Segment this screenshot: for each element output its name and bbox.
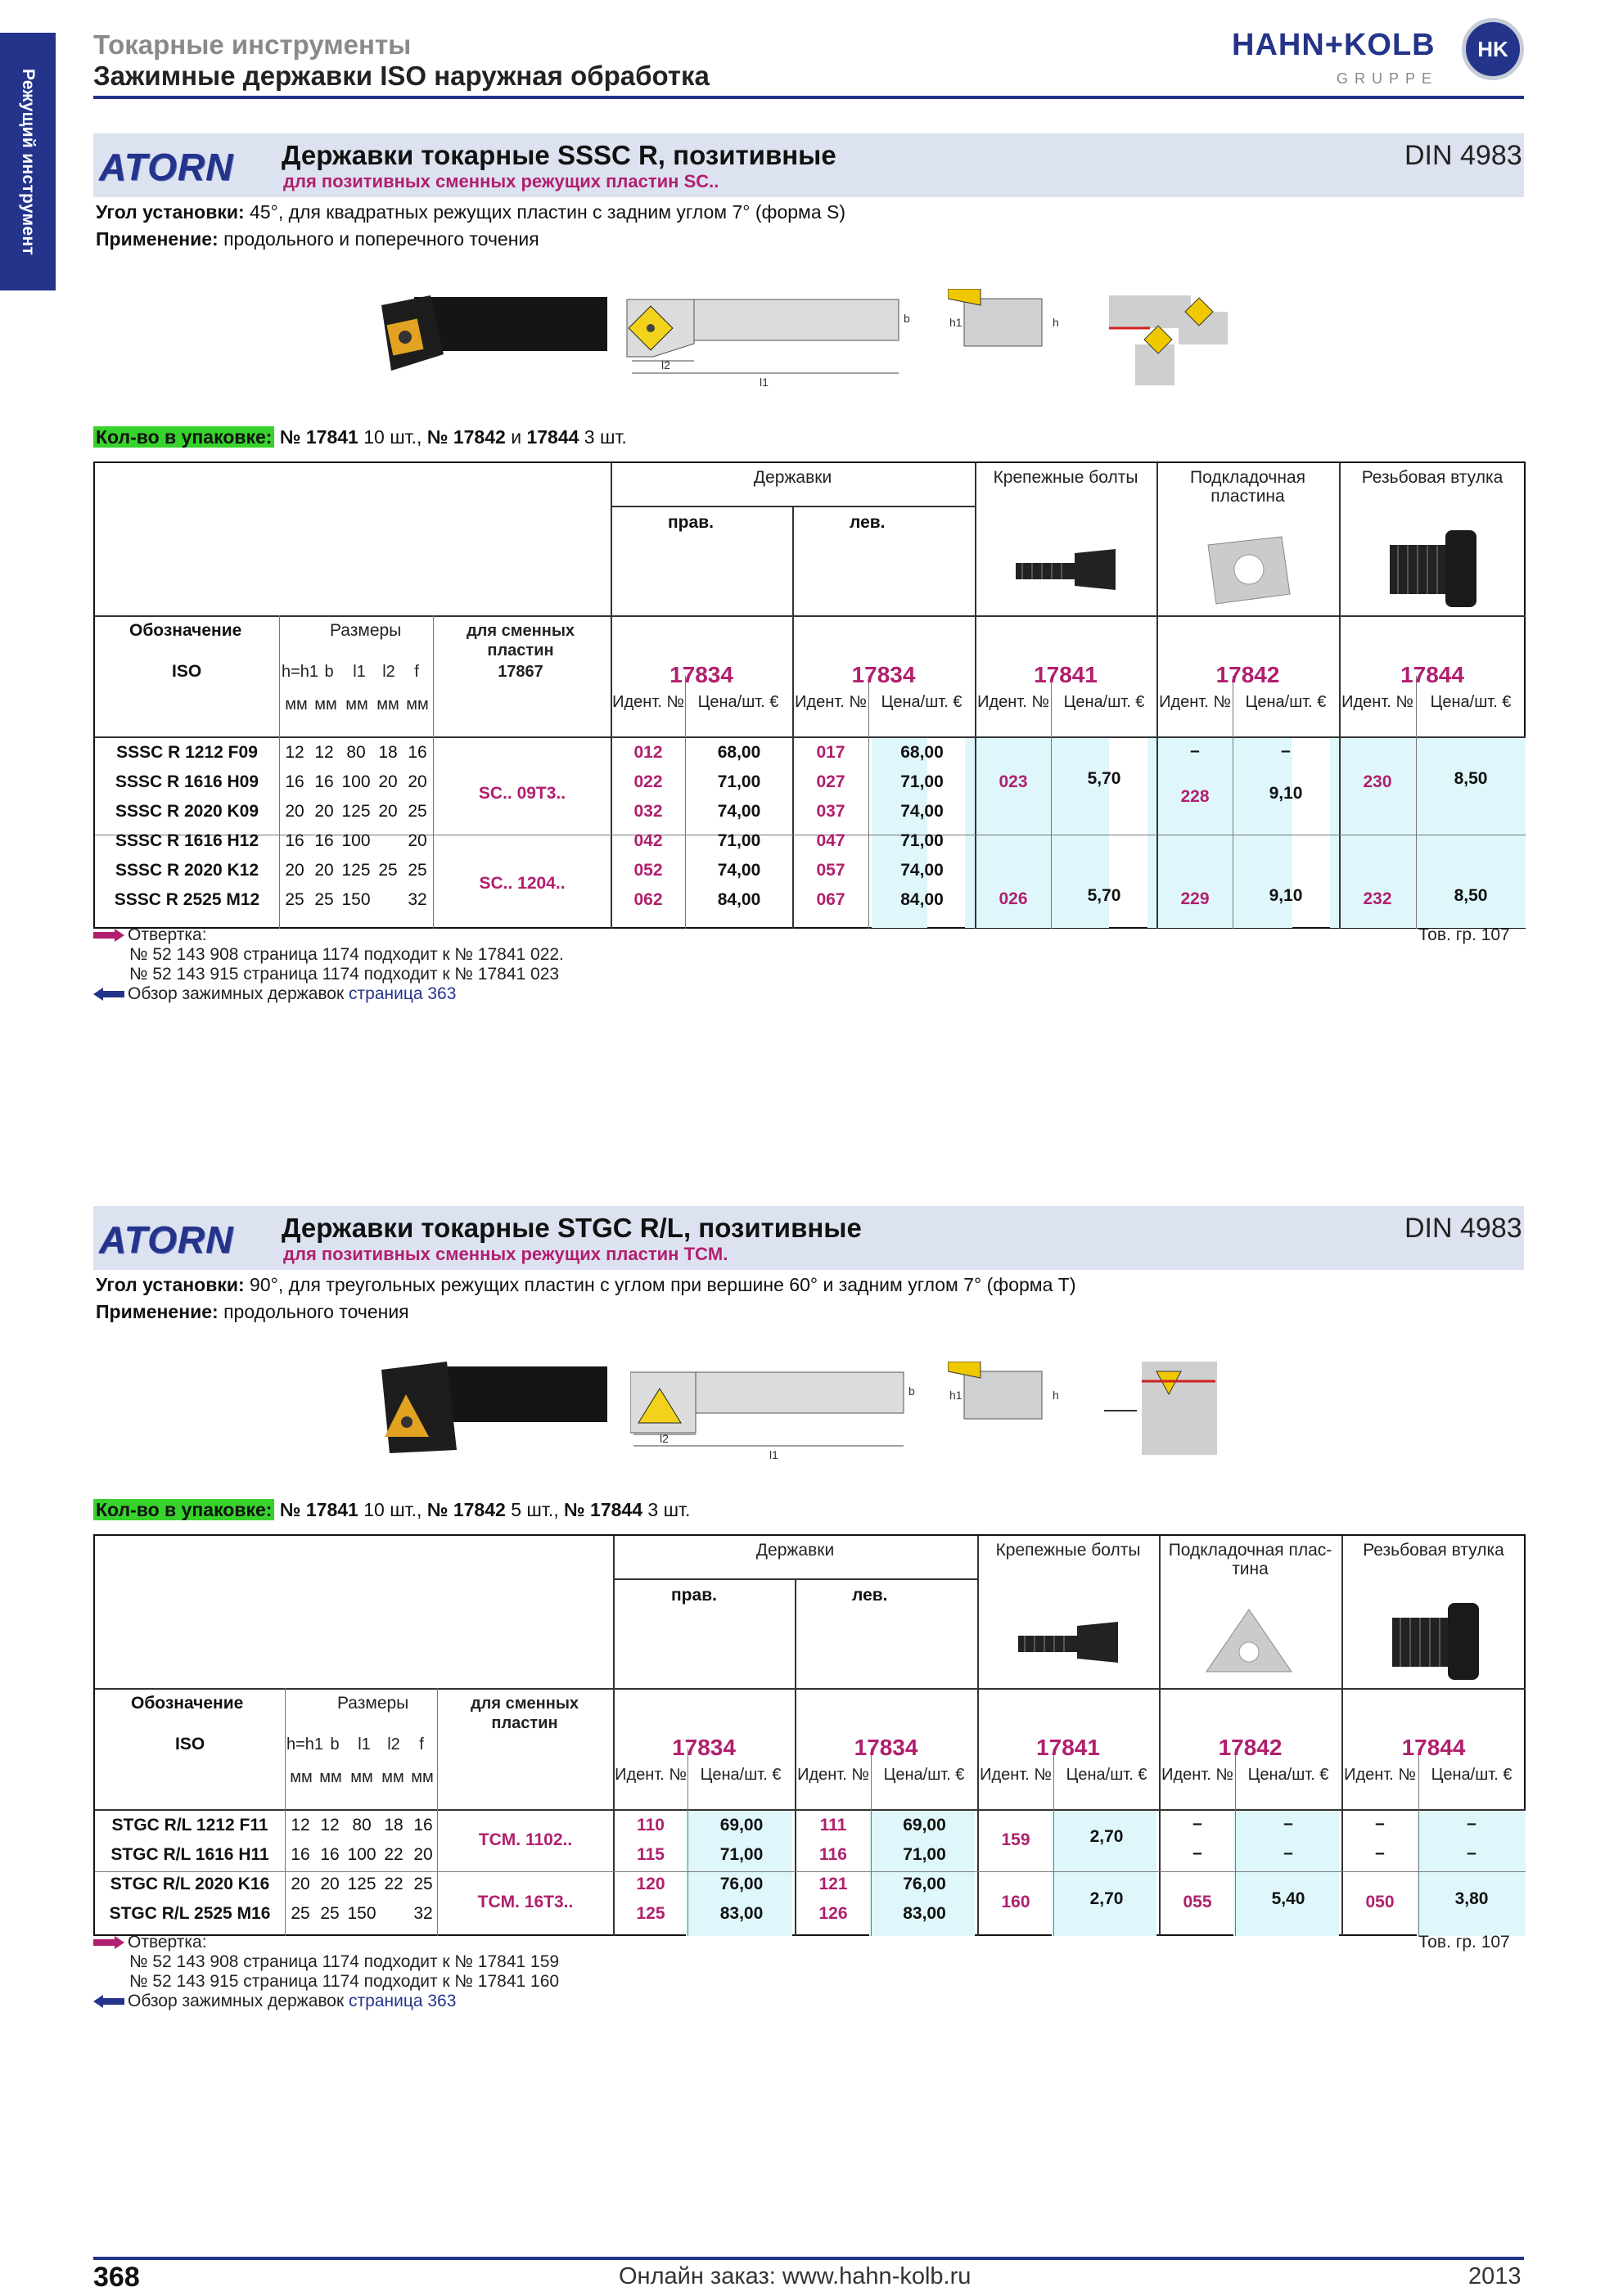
cell-b: 20 [314,802,334,821]
group-shim: Подкладочная пластина [1190,468,1305,506]
shim-ident: 055 [1183,1893,1212,1911]
left-hand-label: лев. [850,513,886,532]
screwdriver-note: Отвертка: № 52 143 908 страница 1174 подходит к № 17841 159 № 52 143 915 страница 1174 подходит к № 17841 160 Обзор зажимных державок страница 363 [93,1933,559,2011]
group-sleeve: Резьбовая втулка [1361,468,1504,487]
cell-lid: 017 [816,743,845,762]
sidebar-tab [0,33,56,290]
cell-l1: 100 [341,772,371,791]
ident-header: Идент. № [1161,1766,1233,1784]
product-group: Тов. гр. 107 [1418,925,1510,944]
holder-photo [381,289,611,387]
overview-link[interactable]: страница 363 [349,984,457,1003]
bolt-price: 5,70 [1087,886,1121,905]
cell-f: 32 [413,1904,433,1923]
article-number: 17844 [1401,1735,1466,1760]
ident-header: Идент. № [1341,693,1413,711]
cell-b: 16 [314,831,334,850]
svg-text:h: h [1053,316,1059,329]
sleeve-price: 8,50 [1454,769,1488,788]
cell-l2: 20 [378,772,398,791]
cell-f: 32 [408,890,427,909]
cell-l1: 125 [341,802,371,821]
cell-rid: 032 [633,802,663,821]
product-group: Тов. гр. 107 [1418,1933,1510,1952]
cell-rid: 110 [637,1816,665,1835]
svg-text:h: h [1053,1389,1059,1402]
cell-lp: 71,00 [900,831,944,850]
unit-mm: мм [376,696,399,714]
cell-f: 25 [408,861,427,880]
cell-l2 [373,885,403,915]
holder-section-drawing [948,289,1071,354]
cell-h: 12 [285,743,304,762]
designation-header: Обозначение [131,1694,244,1713]
angle-line: Угол установки: 45°, для квадратных режущих пластин с задним углом 7° (форма S) [96,201,846,223]
ident-header: Идент. № [1344,1766,1416,1784]
cell-f: 20 [413,1845,433,1864]
dim-h: h=h1 [282,663,319,681]
cell-f: 25 [408,802,427,821]
shim-price: – [1283,1844,1293,1862]
cell-l2: 18 [384,1816,403,1835]
cell-lid: 037 [816,802,845,821]
holder-drawing [620,283,915,394]
price-header: Цена/шт. € [1247,1766,1329,1784]
unit-mm: мм [345,696,368,714]
cell-iso: STGC R/L 1616 H11 [110,1845,269,1864]
cell-iso: SSSC R 1616 H09 [115,772,259,791]
dim-l1: l1 [353,663,366,681]
cell-l2 [373,826,403,856]
sleeve-price: 8,50 [1454,886,1488,905]
cell-rp: 68,00 [717,743,761,762]
din-standard: DIN 4983 [1404,140,1522,171]
unit-mm: мм [411,1768,434,1786]
svg-text:b: b [904,312,910,325]
cell-iso: SSSC R 1212 F09 [116,743,258,762]
article-number: 17841 [1036,1735,1100,1760]
cell-b: 20 [314,861,334,880]
section-subtitle: для позитивных сменных режущих пластин TCM. [283,1244,728,1264]
arrow-right-icon [93,929,124,942]
application-drawing [1101,1362,1224,1460]
online-order: Онлайн заказ: www.hahn-kolb.ru [619,2263,972,2289]
section-title: Державки токарные SSSC R, позитивные [282,140,836,170]
table-row [95,826,1524,856]
svg-text:l1: l1 [760,376,769,389]
shim-price: 9,10 [1269,784,1303,803]
brand-emblem-icon: HK [1462,18,1524,80]
cell-b: 12 [320,1816,340,1835]
arrow-left-icon [93,988,124,1001]
unit-mm: мм [406,696,429,714]
cell-rid: 012 [633,743,663,762]
cell-h: 16 [291,1845,310,1864]
cell-rid: 125 [636,1904,665,1923]
cell-lp: 71,00 [903,1845,946,1864]
cell-l2: 25 [378,861,398,880]
cell-l2: 22 [384,1845,403,1864]
cell-h: 16 [285,772,304,791]
article-number: 17834 [672,1735,736,1760]
article-number: 17842 [1218,1735,1283,1760]
cell-lid: 121 [818,1875,848,1893]
cell-rp: 74,00 [717,861,761,880]
shim-price: – [1281,741,1291,760]
threaded-sleeve-icon [1384,1600,1490,1681]
unit-mm: мм [285,696,308,714]
price-header: Цена/шт. € [700,1766,782,1784]
cell-rp: 76,00 [719,1875,764,1893]
sleeve-ident: – [1375,1814,1385,1833]
article-number: 17834 [854,1735,918,1760]
group-bolts: Крепежные болты [995,1541,1141,1560]
unit-mm: мм [381,1768,404,1786]
bolt-icon [1009,545,1124,602]
inserts-article: 17867 [498,663,543,681]
footer-divider [93,2257,1524,2260]
insert-type: SC.. 09T3.. [478,784,566,803]
holder-section-drawing [948,1362,1071,1427]
sleeve-ident: – [1375,1844,1385,1862]
shim-ident: – [1192,1814,1202,1833]
price-header: Цена/шт. € [881,693,963,711]
bolt-price: 2,70 [1089,1889,1124,1908]
cell-lp: 76,00 [903,1875,946,1893]
ident-header: Идент. № [795,693,867,711]
arrow-right-icon [93,1936,124,1949]
article-number: 17842 [1215,662,1280,687]
dim-l1: l1 [358,1736,371,1754]
cell-lid: 047 [816,831,845,850]
bolt-price: 2,70 [1089,1827,1124,1846]
application-drawing [1101,279,1240,394]
article-number: 17841 [1034,662,1098,687]
article-number: 17834 [669,662,733,687]
cell-lp: 74,00 [900,802,944,821]
cell-f: 20 [408,831,427,850]
cell-lid: 116 [819,1845,847,1864]
shim-ident: 228 [1180,787,1210,806]
price-header: Цена/шт. € [1431,1766,1513,1784]
cell-rid: 120 [636,1875,665,1893]
page-title: Зажимные державки ISO наружная обработка [93,61,710,91]
price-header: Цена/шт. € [1245,693,1327,711]
cell-lid: 067 [816,890,845,909]
group-shim: Подкладочная плас-тина [1168,1541,1332,1578]
designation-header: Обозначение [129,621,242,640]
cell-iso: STGC R/L 1212 F11 [111,1816,268,1835]
section-subtitle: для позитивных сменных режущих пластин SC.. [283,171,719,191]
cell-l1: 150 [341,890,371,909]
cell-l1: 80 [346,743,366,762]
group-holders: Державки [753,468,832,487]
cell-rp: 71,00 [719,1845,764,1864]
cell-iso: STGC R/L 2525 M16 [109,1904,271,1923]
cell-rid: 042 [633,831,663,850]
article-number: 17834 [851,662,916,687]
cell-iso: SSSC R 1616 H12 [115,831,259,850]
cell-b: 16 [314,772,334,791]
cell-rid: 022 [633,772,663,791]
cell-h: 25 [291,1904,310,1923]
inserts-header: для сменных пластин [470,1695,579,1732]
angle-line: Угол установки: 90°, для треугольных режущих пластин с углом при вершине 60° и задним углом 7° (форма T) [96,1274,1076,1295]
cell-l1: 100 [347,1845,376,1864]
group-sleeve: Резьбовая втулка [1363,1541,1504,1560]
insert-type: TCM. 1102.. [478,1830,573,1849]
triangular-shim-icon [1200,1601,1298,1683]
arrow-left-icon [93,1995,124,2008]
cell-lid: 057 [816,861,845,880]
cell-rp: 71,00 [717,831,761,850]
cell-b: 20 [320,1875,340,1893]
price-header: Цена/шт. € [1066,1766,1147,1784]
cell-iso: SSSC R 2020 K09 [115,802,259,821]
cell-f: 16 [413,1816,433,1835]
cell-b: 25 [320,1904,340,1923]
unit-mm: мм [290,1768,313,1786]
atorn-logo: ATORN [99,1218,234,1261]
shim-price: 9,10 [1269,886,1303,905]
right-hand-label: прав. [668,513,714,532]
page-number: 368 [93,2262,140,2293]
svg-text:l2: l2 [661,358,670,371]
group-bolts: Крепежные болты [993,468,1138,487]
brand-logo: HAHN+KOLB [1232,28,1436,62]
cell-lp: 74,00 [900,861,944,880]
iso-header: ISO [175,1735,205,1754]
cell-l1: 125 [347,1875,376,1893]
cell-rp: 74,00 [717,802,761,821]
bolt-ident: 159 [1001,1830,1030,1849]
dim-h: h=h1 [286,1736,324,1754]
bolt-ident: 023 [999,772,1028,791]
cell-rp: 83,00 [719,1904,764,1923]
ident-header: Идент. № [615,1766,687,1784]
price-header: Цена/шт. € [1063,693,1145,711]
iso-header: ISO [172,662,202,681]
section-title: Державки токарные STGC R/L, позитивные [282,1213,862,1243]
holder-drawing [630,1356,917,1466]
sleeve-price: – [1467,1844,1476,1862]
sleeve-price: – [1467,1814,1476,1833]
insert-type: TCM. 16T3.. [477,1893,574,1911]
cell-h: 20 [291,1875,310,1893]
din-standard: DIN 4983 [1404,1213,1522,1244]
dim-f: f [419,1736,424,1754]
cell-l2: 22 [384,1875,403,1893]
article-number: 17844 [1400,662,1464,687]
cell-l1: 125 [341,861,371,880]
svg-text:h1: h1 [949,316,963,329]
cell-l1: 150 [347,1904,376,1923]
left-hand-label: лев. [852,1586,888,1605]
unit-mm: мм [350,1768,373,1786]
inserts-header: для сменных пластин [466,622,575,660]
bolt-price: 5,70 [1087,769,1121,788]
right-hand-label: прав. [671,1586,717,1605]
cell-lid: 126 [818,1904,848,1923]
cell-l2: 18 [378,743,398,762]
bolt-ident: 026 [999,889,1028,908]
shim-ident: – [1192,1844,1202,1862]
cell-lp: 69,00 [903,1816,946,1835]
shim-price: – [1283,1814,1293,1833]
cell-h: 16 [285,831,304,850]
cell-b: 16 [320,1845,340,1864]
insert-type: SC.. 1204.. [479,874,566,893]
cell-l2: 20 [378,802,398,821]
dim-f: f [414,663,419,681]
cell-h: 20 [285,802,304,821]
cell-b: 25 [314,890,334,909]
dim-b: b [324,663,334,681]
holder-photo [381,1362,611,1460]
dimensions-header: Размеры [330,621,402,640]
price-header: Цена/шт. € [1430,693,1512,711]
cell-iso: SSSC R 2525 M12 [114,890,260,909]
shim-price: 5,40 [1271,1889,1305,1908]
cell-iso: STGC R/L 2020 K16 [110,1875,270,1893]
dimensions-header: Размеры [337,1694,409,1713]
header-divider [93,96,1524,99]
cell-lp: 84,00 [900,890,944,909]
ident-header: Идент. № [1159,693,1231,711]
use-line: Применение: продольного и поперечного точения [96,228,539,250]
cell-l1: 100 [341,831,371,850]
sleeve-ident: 232 [1363,889,1392,908]
header-category: Токарные инструменты [93,29,412,60]
cell-iso: SSSC R 2020 K12 [115,861,259,880]
cell-rp: 84,00 [717,890,761,909]
group-holders: Державки [755,1541,835,1560]
bolt-icon [1012,1618,1126,1675]
shim-plate-icon [1200,529,1298,610]
bolt-ident: 160 [1001,1893,1030,1911]
sidebar-label: Режущий инструмент [19,68,38,255]
catalog-year: 2013 [1468,2263,1522,2289]
cell-h: 25 [285,890,304,909]
brand-subtitle: GRUPPE [1337,70,1439,87]
pack-quantity: Кол-во в упаковке: № 17841 10 шт., № 17842 5 шт., № 17844 3 шт. [93,1499,690,1521]
cell-f: 25 [413,1875,433,1893]
cell-lp: 68,00 [900,743,944,762]
pack-quantity: Кол-во в упаковке: № 17841 10 шт., № 17842 и 17844 3 шт. [93,426,627,448]
cell-l2 [379,1899,408,1929]
shim-ident: – [1190,741,1200,760]
ident-header: Идент. № [980,1766,1052,1784]
ident-header: Идент. № [797,1766,869,1784]
price-table [93,1534,1526,1936]
price-table [93,461,1526,929]
cell-rid: 115 [637,1845,665,1864]
price-header: Цена/шт. € [883,1766,965,1784]
sleeve-price: 3,80 [1454,1889,1489,1908]
cell-lid: 027 [816,772,845,791]
dim-b: b [330,1736,340,1754]
cell-lp: 83,00 [903,1904,946,1923]
cell-f: 16 [408,743,427,762]
threaded-sleeve-icon [1382,527,1488,609]
cell-f: 20 [408,772,427,791]
dim-l2: l2 [387,1736,400,1754]
cell-b: 12 [314,743,334,762]
svg-text:b: b [908,1384,915,1398]
cell-rid: 062 [633,890,663,909]
unit-mm: мм [314,696,337,714]
svg-text:l1: l1 [769,1448,778,1461]
ident-header: Идент. № [977,693,1049,711]
unit-mm: мм [319,1768,342,1786]
overview-link[interactable]: страница 363 [349,1992,457,2010]
shim-ident: 229 [1180,889,1210,908]
cell-h: 20 [285,861,304,880]
svg-text:l2: l2 [660,1432,669,1445]
ident-header: Идент. № [612,693,684,711]
cell-l1: 80 [352,1816,372,1835]
screwdriver-note: Отвертка: № 52 143 908 страница 1174 подходит к № 17841 022. № 52 143 915 страница 1174 подходит к № 17841 023 Обзор зажимных державок страница 363 [93,925,564,1004]
svg-text:h1: h1 [949,1389,963,1402]
atorn-logo: ATORN [99,146,234,188]
cell-h: 12 [291,1816,310,1835]
dim-l2: l2 [382,663,395,681]
sleeve-ident: 050 [1365,1893,1395,1911]
cell-rp: 71,00 [717,772,761,791]
cell-rid: 052 [633,861,663,880]
sleeve-ident: 230 [1363,772,1392,791]
price-header: Цена/шт. € [697,693,779,711]
cell-rp: 69,00 [719,1816,764,1835]
cell-lp: 71,00 [900,772,944,791]
cell-lid: 111 [819,1816,847,1835]
use-line: Применение: продольного точения [96,1301,409,1322]
